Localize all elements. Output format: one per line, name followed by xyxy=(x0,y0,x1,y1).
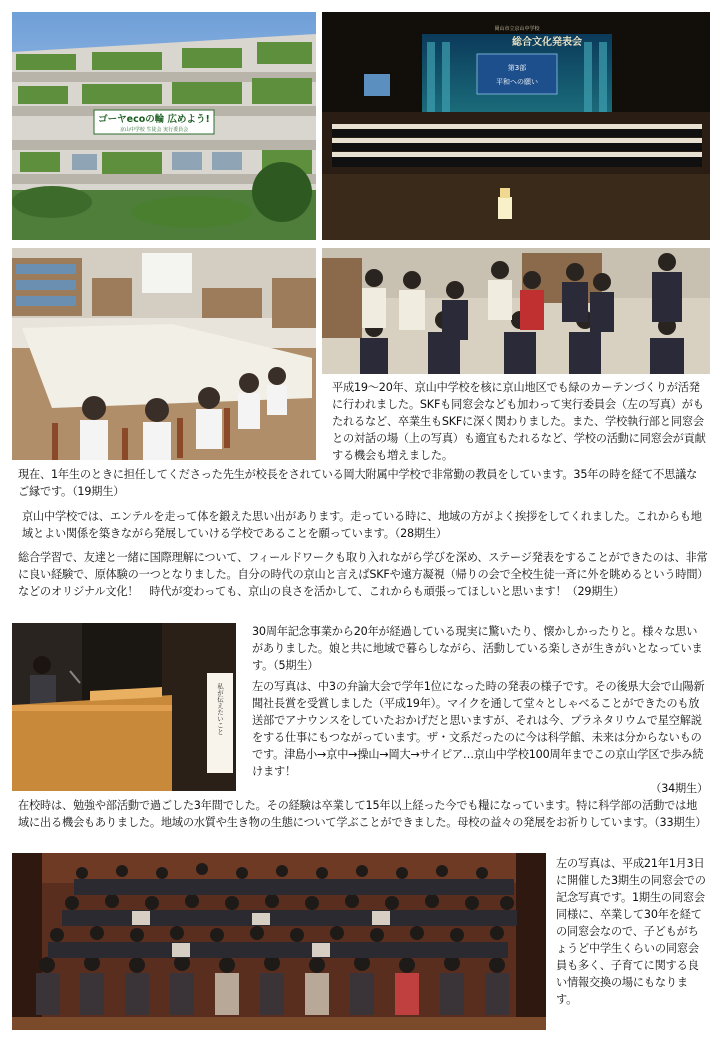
paragraph-29th-graduate: 総合学習で、友達と一緒に国際理解について、フィールドワークも取り入れながら学びを深め、ステージ発表をすることができたのは、非常に良い経験で、原体験の一つとなりました。自分の時代の京山と言えばSKFや遠方凝視（帰りの会で全校生徒一斉に外を眺めるという時間）などのオリジナル文化！ 時代が変わっても、京山の良さを活かして、これからも頑張ってほしいと思います！（29期生） xyxy=(18,551,708,598)
photo-school-building xyxy=(12,12,316,240)
speech-board-text: 私が伝えたいこと xyxy=(216,683,224,735)
photo-stage-performance xyxy=(322,12,710,240)
banner-main-text: ゴーヤecoの輪 広めよう! xyxy=(98,114,210,125)
stage-header-main: 総合文化発表会 xyxy=(512,37,582,48)
paragraph-33rd-graduate: 在校時は、勉強や部活動で過ごした3年間でした。その経験は卒業して15年以上経った今でも糧になっています。特に科学部の活動では地域に出る機会もありました。地域の水質や生き物の生態について学ぶことができました。母校の益々の発展をお祈りしています。（33期生） xyxy=(18,799,707,829)
paragraph-19th-graduate: 現在、1年生のときに担任してくださった先生が校長をされている岡大附属中学校で非常勤の教員をしています。35年の時を経て不思議なご縁です。（19期生） xyxy=(18,468,698,498)
screen-line1: 第3部 xyxy=(507,64,527,72)
photo-dialogue-group xyxy=(322,248,710,374)
stage-header-small: 岡山市立京山中学校 xyxy=(494,26,540,32)
paragraph-green-curtain: 平成19～20年、京山中学校を核に京山地区でも緑のカーテンづくりが活発に行われました。SKFも同窓会なども加わって実行委員会（左の写真）がもたれるなど、卒業生もSKFに深く関わりました。また、学校執行部と同窓会との対話の場（上の写真）も適宜もたれるなど、学校の活動に同窓会が貢献する機会も増えました。 xyxy=(332,381,706,462)
photo-library-meeting xyxy=(12,248,316,460)
paragraph-34th-signature: （34期生） xyxy=(650,782,708,795)
paragraph-5th-graduate: 30周年記念事業から20年が経過している現実に驚いたり、懐かしかったりと。様々な思いがありました。娘と共に地域で暮らしながら、活動している楽しさが生きがいとなっています。（5期生） xyxy=(252,625,703,672)
banner-sub-text: 京山中学校 生徒会 実行委員会 xyxy=(119,127,189,133)
paragraph-3rd-reunion: 左の写真は、平成21年1月3日に開催した3期生の同窓会での記念写真です。1期生の同窓会同様に、卒業して30年を経ての同窓会なので、子どもがちょうど中学生くらいの同窓会員も多く、子育てに関する良い情報交換の場にもなります。 xyxy=(556,857,706,1006)
paragraph-34th-body: 左の写真は、中3の弁論大会で学年1位になった時の発表の様子です。その後県大会で山陽新聞社長賞を受賞しました（平成19年）。マイクを通して堂々としゃべることができたのも放送部でアナウンスをしていたおかげだと思いますが、それは今、プラネタリウムで星空解説をする仕事にもつながっています。ザ・文系だったのに今は科学館、未来は分からないものです。津島小→京中→操山→岡大→サイピア…京山中学校100周年までこの京山学区で歩み続けます！ xyxy=(252,680,705,778)
photo-3rd-reunion xyxy=(12,853,546,1030)
photo-speech-contest xyxy=(12,623,236,791)
paragraph-28th-graduate: 京山中学校では、エンテルを走って体を鍛えた思い出があります。走っている時に、地域の方がよく挨拶をしてくれました。これからも地域とよい関係を築きながら発展していける学校であることを願っています。（28期生） xyxy=(22,510,702,540)
paragraph-34th-graduate xyxy=(252,678,708,797)
screen-line2: 平和への願い xyxy=(496,78,538,86)
